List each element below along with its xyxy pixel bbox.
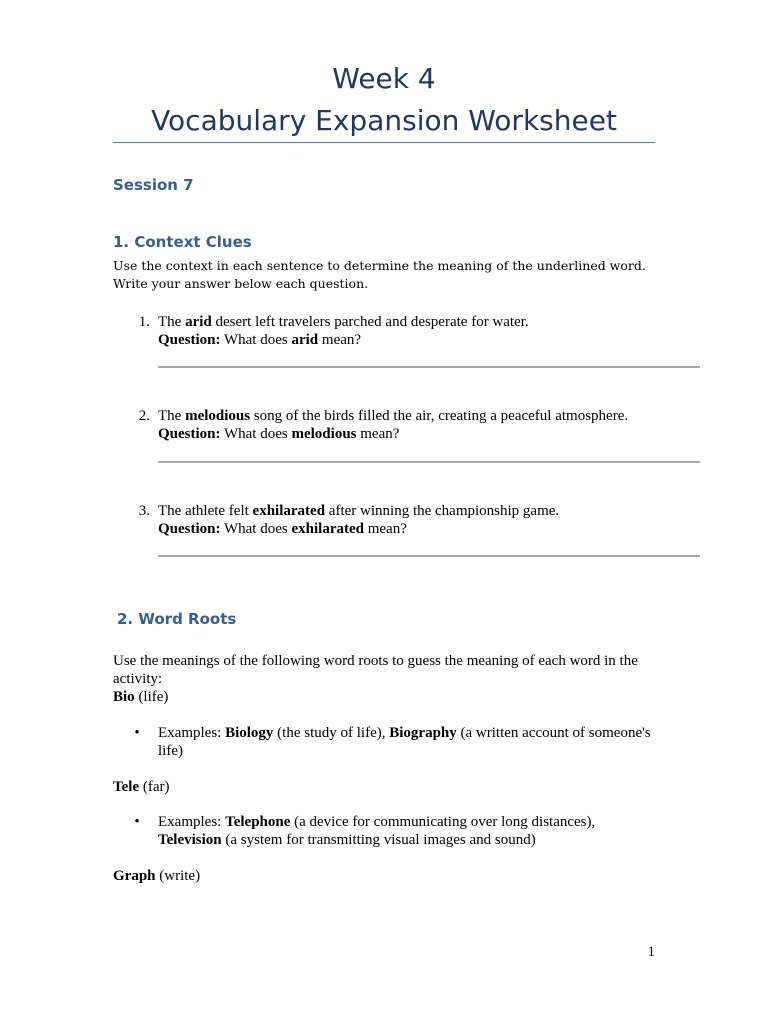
question-prompt: Question: What does arid mean? bbox=[158, 332, 362, 348]
context-clues-heading: 1. Context Clues bbox=[113, 233, 252, 251]
bullet-icon: • bbox=[134, 725, 140, 741]
title-week: Week 4 bbox=[332, 62, 436, 95]
bullet-icon: • bbox=[134, 814, 140, 830]
question-number: 1. bbox=[138, 314, 150, 330]
root-bio: Bio (life) bbox=[113, 689, 169, 705]
context-clues-instructions bbox=[113, 257, 673, 293]
question-sentence: The melodious song of the birds filled the air, creating a peaceful atmosphere. bbox=[158, 408, 629, 424]
question-sentence: The arid desert left travelers parched and desperate for water. bbox=[158, 314, 529, 330]
question-sentence: The athlete felt exhilarated after winning the championship game. bbox=[158, 503, 560, 519]
root-tele-examples: • Examples: Telephone (a device for communicating over long distances), Television (a system for transmitting visual images and sound) bbox=[130, 813, 660, 849]
answer-line-3[interactable] bbox=[158, 555, 700, 557]
page-number: 1 bbox=[647, 944, 655, 960]
question-prompt: Question: What does exhilarated mean? bbox=[158, 521, 407, 537]
question-item bbox=[130, 313, 690, 349]
root-tele: Tele (far) bbox=[113, 779, 170, 795]
target-word: exhilarated bbox=[252, 503, 326, 519]
title-main: Vocabulary Expansion Worksheet bbox=[151, 104, 617, 137]
root-bio-examples: • Examples: Biology (the study of life), Biography (a written account of someone's life) bbox=[130, 724, 660, 760]
question-item bbox=[130, 502, 690, 538]
target-word: arid bbox=[185, 314, 212, 330]
root-graph: Graph (write) bbox=[113, 868, 201, 884]
instruction-line-1: Use the context in each sentence to determine the meaning of the underlined word. bbox=[113, 258, 646, 273]
target-word: melodious bbox=[185, 408, 251, 424]
question-item bbox=[130, 407, 690, 443]
answer-line-2[interactable] bbox=[158, 461, 700, 463]
question-prompt: Question: What does melodious mean? bbox=[158, 426, 400, 442]
instruction-line-2: Write your answer below each question. bbox=[113, 276, 369, 291]
question-number: 3. bbox=[138, 503, 150, 519]
word-roots-heading: 2. Word Roots bbox=[117, 610, 237, 628]
question-number: 2. bbox=[138, 408, 150, 424]
title-divider bbox=[113, 142, 655, 143]
worksheet-title bbox=[113, 58, 655, 142]
answer-line-1[interactable] bbox=[158, 366, 700, 368]
word-roots-instructions: Use the meanings of the following word roots to guess the meaning of each word in the activity: Bio (life) bbox=[113, 652, 658, 706]
session-heading: Session 7 bbox=[113, 176, 194, 194]
